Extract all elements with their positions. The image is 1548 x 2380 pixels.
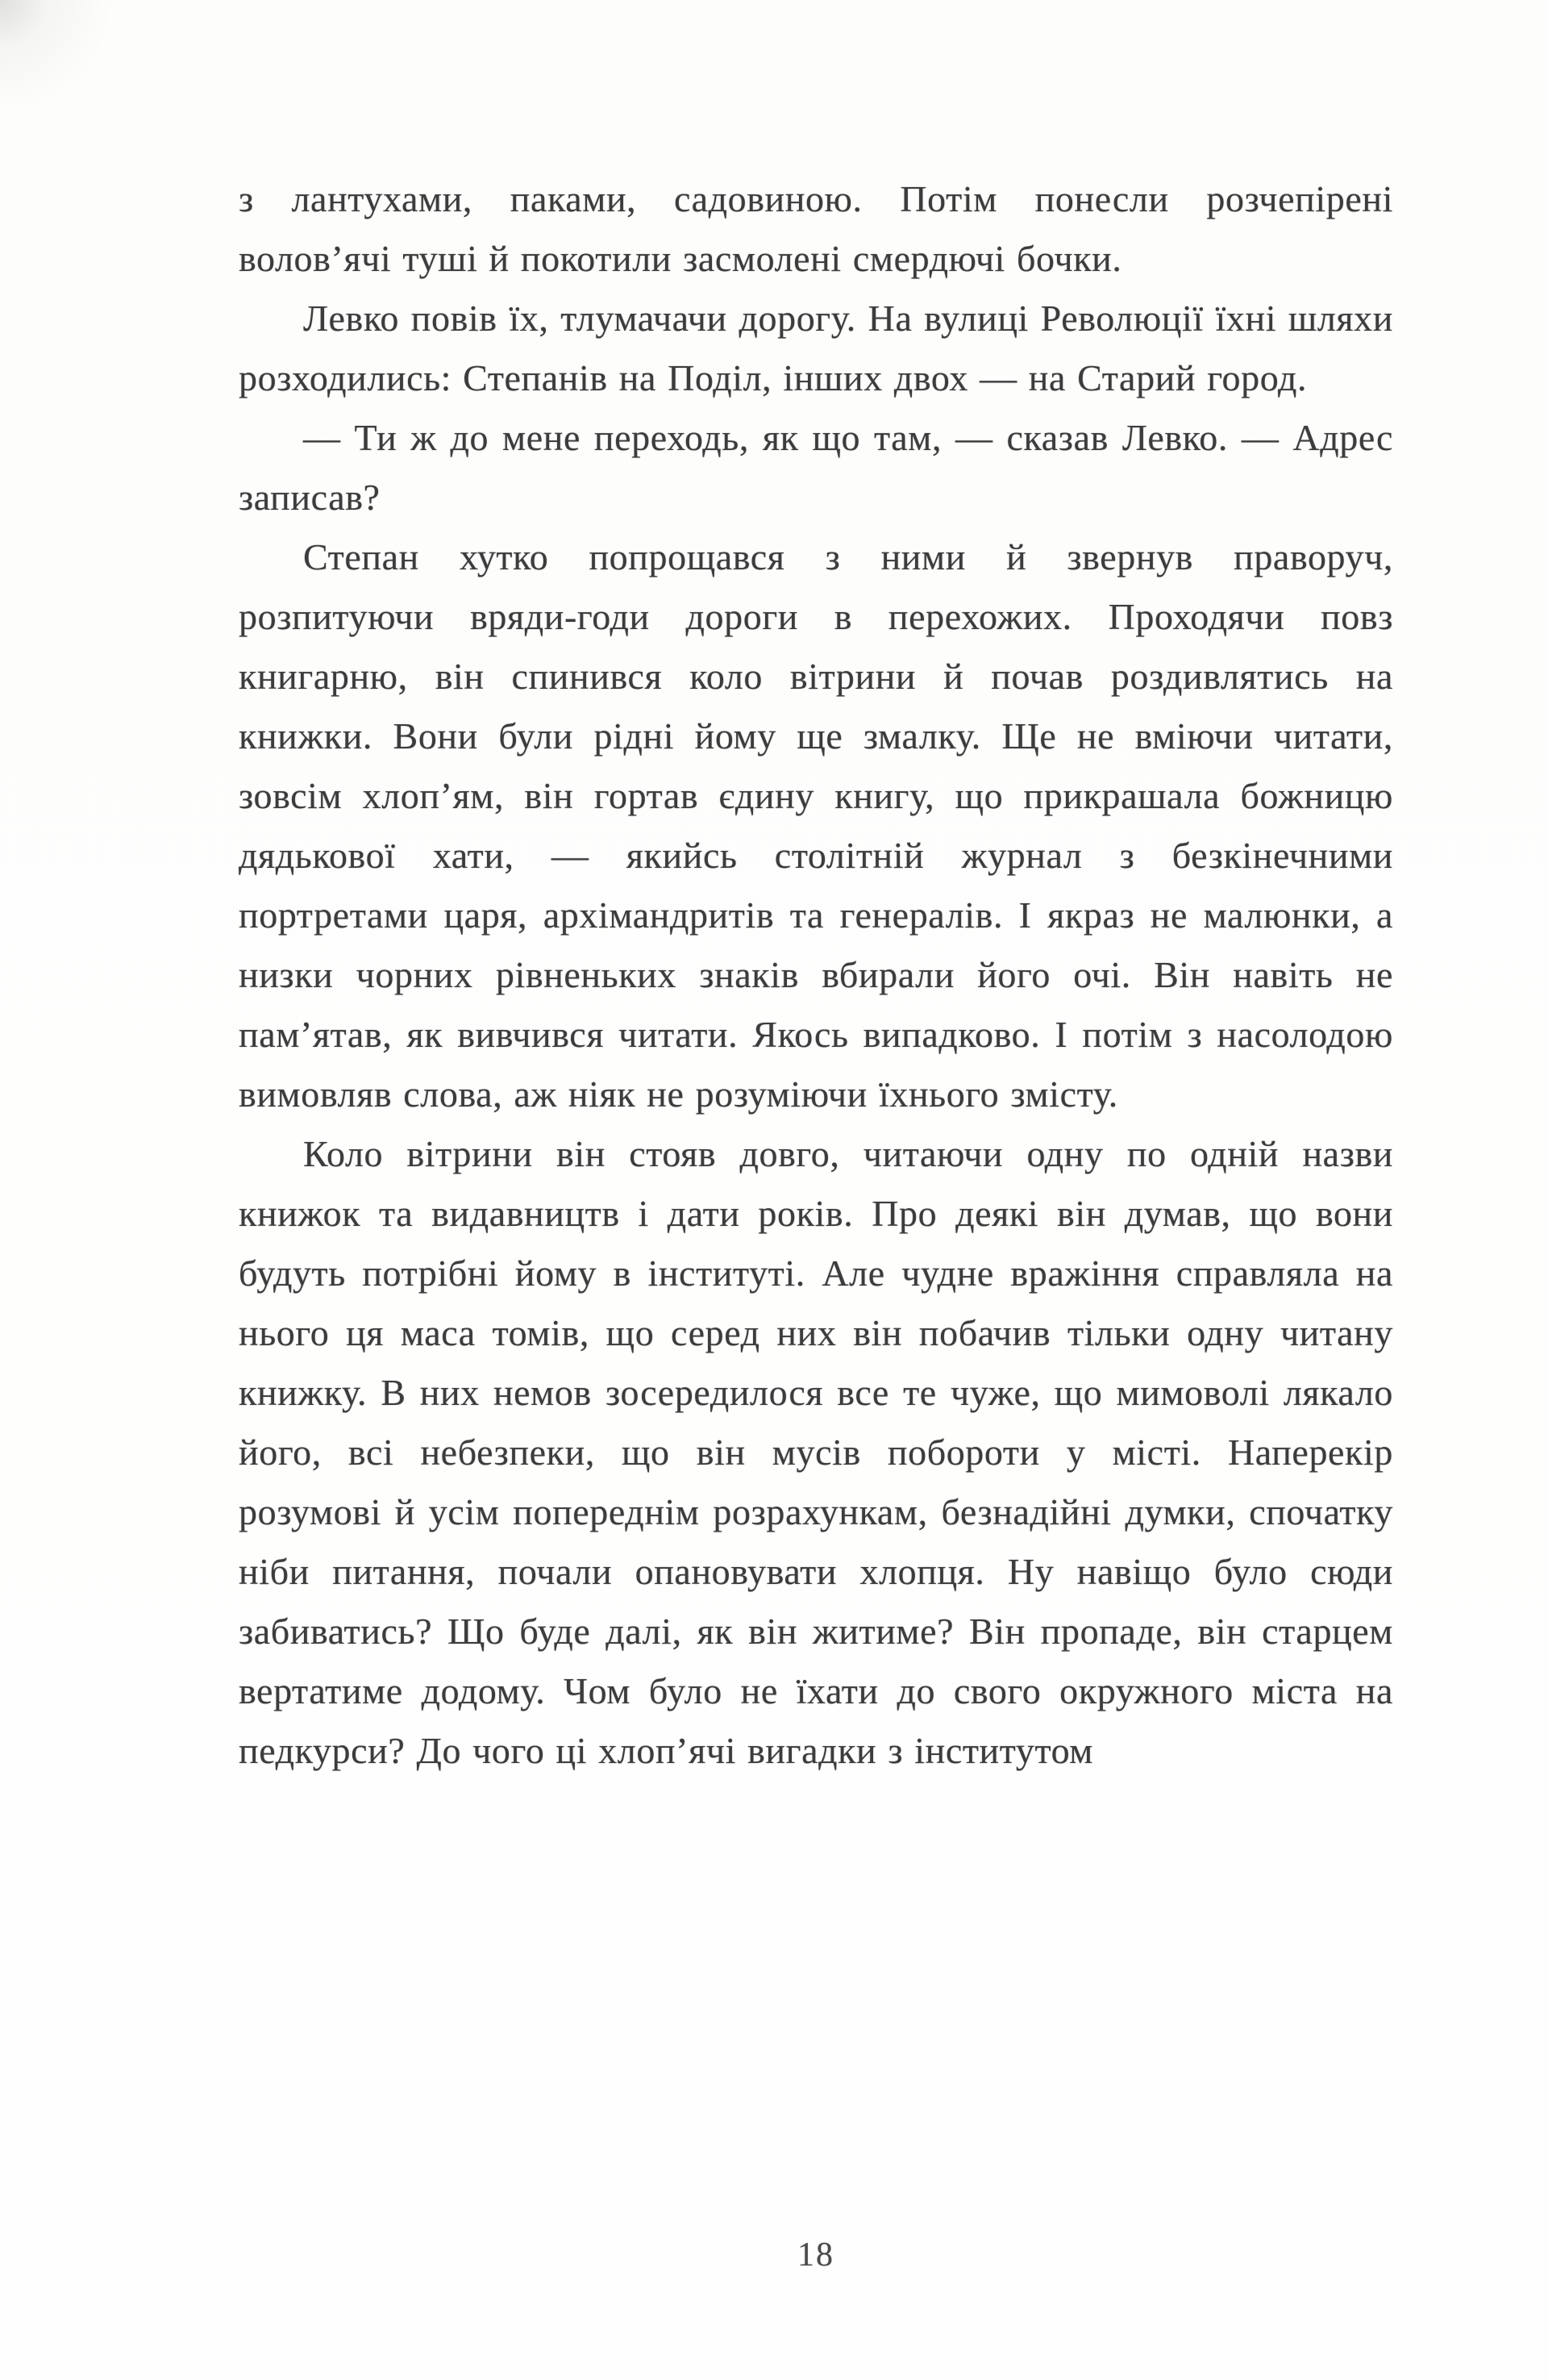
paragraph-dialogue: — Ти ж до мене переходь, як що там, — сказав Левко. — Адрес записав? <box>239 417 1393 518</box>
paragraph: Левко повів їх, тлумачачи дорогу. На вулиці Революції їхні шляхи розходились: Степанів на Поділ, інших двох — на Старий город. <box>239 298 1393 398</box>
paragraph: Коло вітрини він стояв довго, читаючи одну по одній назви книжок та видавництв і дати років. Про деякі він думав, що вони будуть потрібні йому в інституті. Але чудне вражіння справляла на нього ця маса томів, що серед них він побачив тільки одну читану книжку. В них немов зосередилося все те чуже, що мимоволі лякало його, всі небезпеки, що він мусів побороти у місті. Наперекір розумові й усім попереднім розрахункам, безнадійні думки, спочатку ніби питання, почали опановувати хлопця. Ну навіщо було сюди забиватись? Що буде далі, як він житиме? Він пропаде, він старцем вертатиме додому. Чом було не їхати до свого окружного міста на педкурси? До чого ці хлоп’ячі вигадки з інститутом <box>239 1133 1393 1771</box>
page-number: 18 <box>797 2236 834 2274</box>
paragraph: Степан хутко попрощався з ними й звернув праворуч, розпитуючи вряди-годи дороги в перехожих. Проходячи повз книгарню, він спинився коло вітрини й почав роздивлятись на книжки. Вони були рідні йому ще змалку. Ще не вміючи читати, зовсім хлоп’ям, він гортав єдину книгу, що прикрашала божницю дядькової хати, — якийсь столітній журнал з безкінечними портретами царя, архімандритів та генералів. І якраз не малюнки, а низки чорних рівненьких знаків вбирали його очі. Він навіть не пам’ятав, як вивчився читати. Якось випадково. І потім з насолодою вимовляв слова, аж ніяк не розуміючи їхнього змісту. <box>239 536 1393 1115</box>
scan-corner-shadow <box>0 0 129 113</box>
paragraph: з лантухами, паками, садовиною. Потім понесли розчепірені волов’ячі туші й покотили засмолені смердючі бочки. <box>239 178 1393 279</box>
body-text <box>239 169 1393 1781</box>
